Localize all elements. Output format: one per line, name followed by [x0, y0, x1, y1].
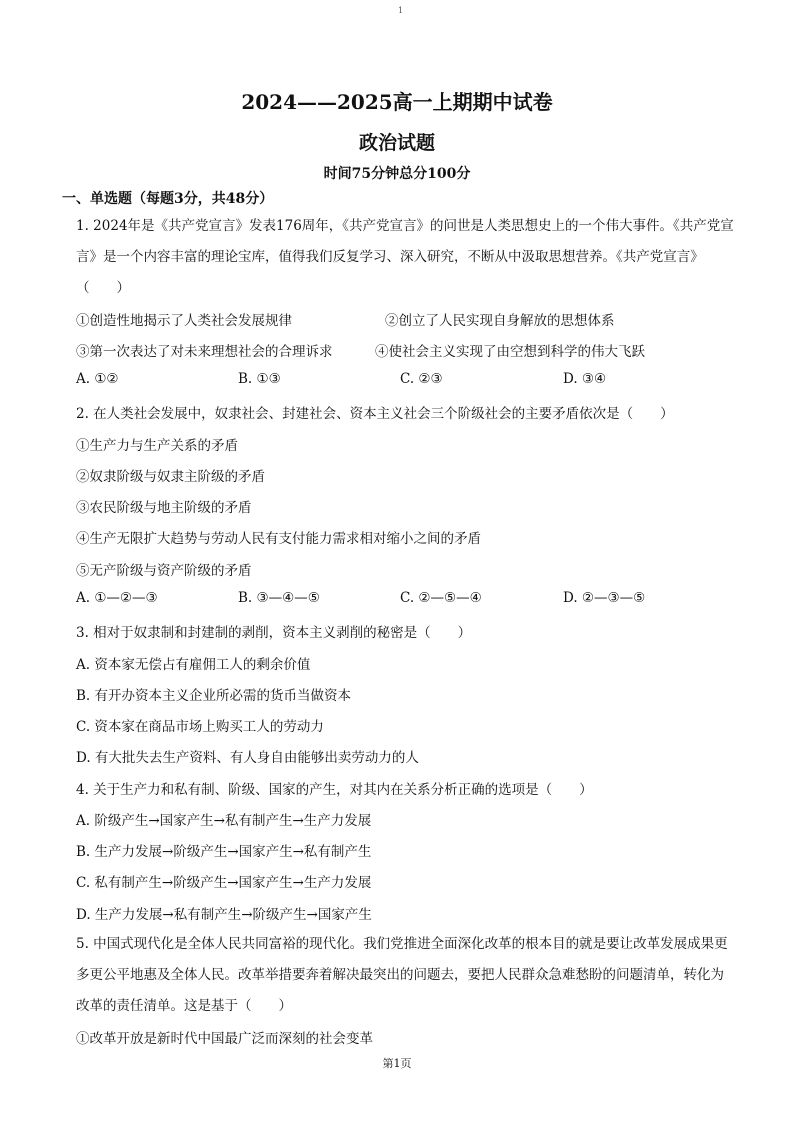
question-5-statement-1: ①改革开放是新时代中国最广泛而深刻的社会变革: [76, 1031, 373, 1047]
question-2-option-a: A. ①—②—③: [76, 590, 158, 606]
question-1-statement-4: ④使社会主义实现了由空想到科学的伟大飞跃: [375, 344, 645, 360]
question-1-statement-3: ③第一次表达了对未来理想社会的合理诉求: [76, 344, 333, 360]
exam-subtitle: 政治试题: [358, 132, 435, 154]
question-4-stem: 4. 关于生产力和私有制、阶级、国家的产生，对其内在关系分析正确的选项是（ ）: [76, 782, 593, 798]
page-top-mark: 1: [398, 6, 404, 15]
question-5-stem: 5. 中国式现代化是全体人民共同富裕的现代化。我们党推进全面深化改革的根本目的就是要让改革发展成果更多更公平地惠及全体人民。改革举措要奔着解决最突出的问题去，要把人民群众急难愁盼的问题清单，转化为改革的责任清单。这是基于（ ）: [76, 936, 728, 1014]
question-1-option-c: C. ②③: [400, 371, 443, 387]
question-1-statement-2: ②创立了人民实现自身解放的思想体系: [385, 313, 615, 329]
question-3-stem: 3. 相对于奴隶制和封建制的剥削，资本主义剥削的秘密是（ ）: [76, 625, 472, 641]
question-4-option-a: A. 阶级产生→国家产生→私有制产生→生产力发展: [76, 813, 372, 829]
question-2-statement-3: ③农民阶级与地主阶级的矛盾: [76, 500, 252, 516]
question-4-option-d: D. 生产力发展→私有制产生→阶级产生→国家产生: [76, 907, 372, 923]
question-3-option-a: A. 资本家无偿占有雇佣工人的剩余价值: [76, 657, 311, 673]
question-2-option-b: B. ③—④—⑤: [238, 590, 320, 606]
exam-time-info: 时间75分钟总分100分: [323, 166, 471, 182]
question-1-option-b: B. ①③: [238, 371, 281, 387]
question-2-option-c: C. ②—⑤—④: [400, 590, 482, 606]
question-2-stem: 2. 在人类社会发展中，奴隶社会、封建社会、资本主义社会三个阶级社会的主要矛盾依次是（ ）: [76, 406, 674, 422]
section-heading: 一、单选题（每题3分，共48分）: [62, 191, 274, 207]
question-2-option-d: D. ②—③—⑤: [563, 590, 646, 606]
question-4-option-b: B. 生产力发展→阶级产生→国家产生→私有制产生: [76, 844, 372, 860]
question-2-statement-5: ⑤无产阶级与资产阶级的矛盾: [76, 563, 252, 579]
question-2-statement-2: ②奴隶阶级与奴隶主阶级的矛盾: [76, 469, 265, 485]
question-1-option-a: A. ①②: [76, 371, 119, 387]
question-3-option-d: D. 有大批失去生产资料、有人身自由能够出卖劳动力的人: [76, 750, 419, 766]
question-3-option-c: C. 资本家在商品市场上购买工人的劳动力: [76, 719, 324, 735]
question-1-stem: 1. 2024年是《共产党宣言》发表176周年，《共产党宣言》的问世是人类思想史上的一个伟大事件。《共产党宣言》是一个内容丰富的理论宝库，值得我们反复学习、深入研究，不断从中汲取思想营养。《共产党宣言》（ ）: [76, 218, 734, 296]
question-4-option-c: C. 私有制产生→阶级产生→国家产生→生产力发展: [76, 875, 372, 891]
question-2-statement-4: ④生产无限扩大趋势与劳动人民有支付能力需求相对缩小之间的矛盾: [76, 531, 481, 547]
question-3-option-b: B. 有开办资本主义企业所必需的货币当做资本: [76, 688, 352, 704]
exam-title: 2024——2025高一上期期中试卷: [241, 90, 553, 114]
page-footer: 第1页: [382, 1057, 412, 1070]
question-1-statement-1: ①创造性地揭示了人类社会发展规律: [76, 313, 292, 329]
question-2-statement-1: ①生产力与生产关系的矛盾: [76, 438, 238, 454]
question-1-option-d: D. ③④: [563, 371, 607, 387]
